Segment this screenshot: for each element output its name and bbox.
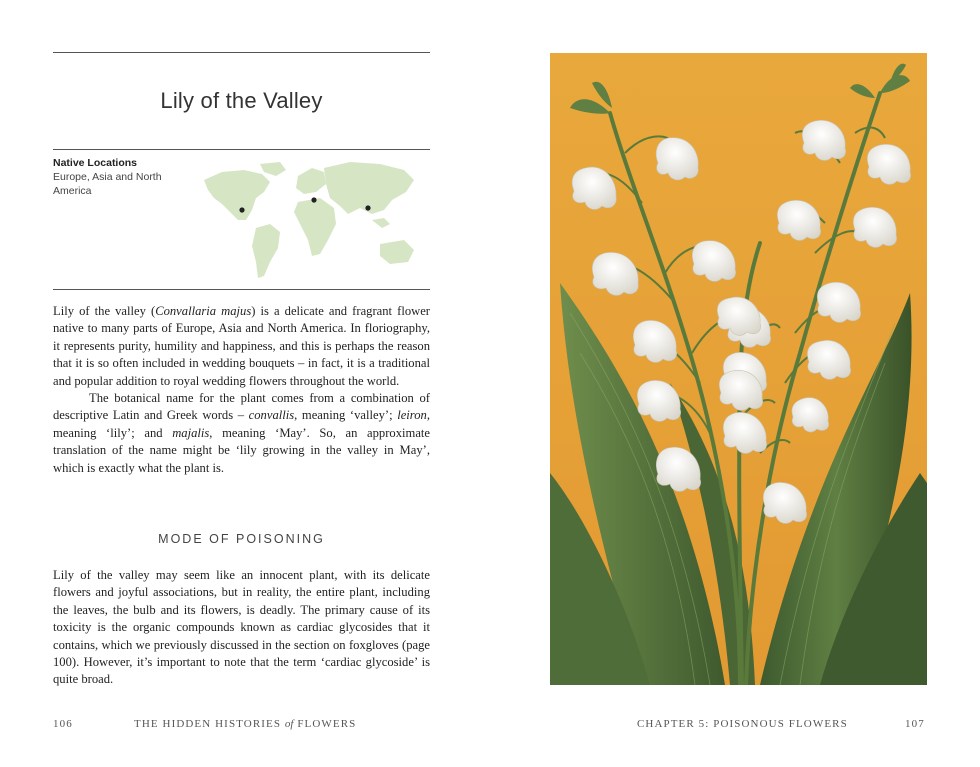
italic-term: Convallaria majus: [155, 304, 252, 318]
world-map: [200, 158, 430, 283]
text-run: , meaning ‘valley’;: [294, 408, 398, 423]
text-run: , meaning ‘lily’; and: [53, 408, 430, 440]
footer-chapter: CHAPTER 5: POISONOUS FLOWERS: [637, 718, 848, 730]
footer-page-right: 107: [905, 718, 925, 730]
native-locations-value: Europe, Asia and North America: [53, 171, 162, 197]
footer-book-title-b: of: [284, 718, 294, 730]
text-run: ) is a delicate and fragrant flower native to many parts of Europe, Asia and North America. In floriography, it represents purity, humility and happiness, and this is perhaps the reason that it is so often included in wedding bouquets – in fact, it is a traditional and popular addition to royal wedding flowers throughout the world.: [53, 304, 430, 388]
map-rule: [53, 289, 430, 290]
footer-page-left: 106: [53, 718, 73, 730]
paragraph-3: Lily of the valley may seem like an innocent plant, with its delicate flowers and joyful associations, but in reality, the entire plant, including the leaves, the bulb and its flowers, is deadly. The primary cause of its toxicity is the organic compounds known as cardiac glycosides that it contains, which we previously discussed in the section on foxgloves (page 100). However, it’s important to note that the term ‘cardiac glycoside’ is quite broad.: [53, 568, 430, 687]
footer-book-title-a: THE HIDDEN HISTORIES: [134, 718, 285, 730]
map-marker-north-america: [239, 207, 244, 212]
paragraph-1: [53, 303, 430, 390]
title-rule: [53, 149, 430, 150]
footer-book-title: [134, 718, 356, 730]
page-title: Lily of the Valley: [160, 88, 323, 113]
text-run: Lily of the valley (: [53, 304, 156, 318]
intro-text: [53, 303, 430, 477]
italic-term: majalis: [172, 425, 210, 440]
map-marker-asia: [365, 205, 370, 210]
section-heading: MODE OF POISONING: [158, 532, 325, 546]
italic-term: leiron: [397, 408, 427, 423]
paragraph-2: [53, 390, 430, 477]
native-locations: [53, 156, 193, 198]
map-marker-europe: [311, 197, 316, 202]
text-run: The botanical name for the plant comes from a combination of descriptive Latin and Greek words –: [53, 391, 430, 423]
text-run: , meaning ‘May’. So, an approximate translation of the name might be ‘lily growing in the valley in May’, which is exactly what the plant is.: [53, 425, 430, 475]
top-rule: [53, 52, 430, 53]
footer-book-title-c: FLOWERS: [293, 718, 357, 730]
native-locations-label: Native Locations: [53, 157, 138, 169]
poisoning-text: [53, 567, 430, 689]
lily-illustration: [550, 53, 927, 685]
italic-term: convallis: [248, 408, 295, 423]
